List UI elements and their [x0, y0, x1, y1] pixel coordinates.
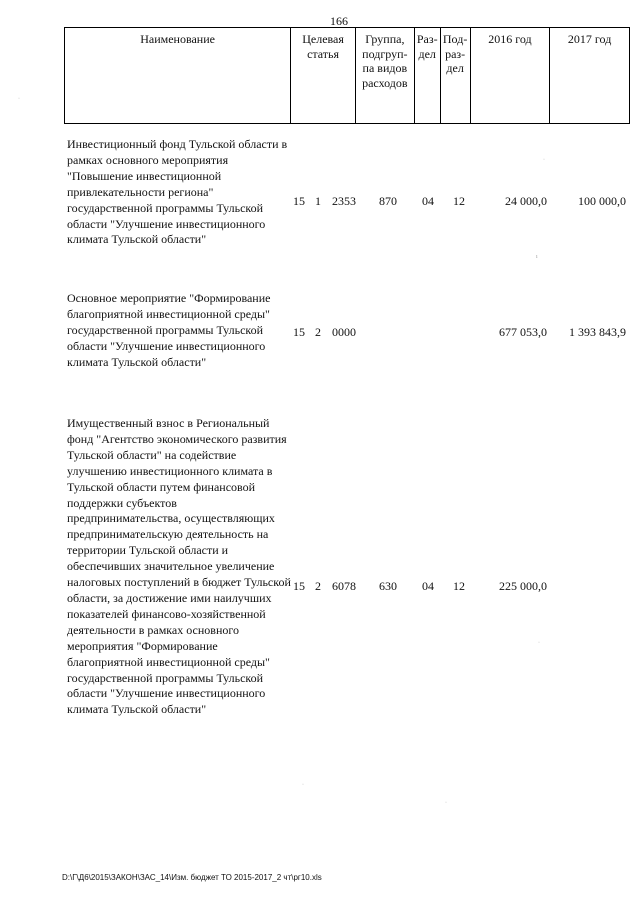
header-group-line: расходов: [362, 75, 408, 90]
target-article-program: 15: [293, 325, 305, 339]
target-article-subprogram: 2: [315, 579, 321, 593]
table-header: [64, 27, 630, 124]
header-podrazdel-line: раз-: [445, 46, 466, 61]
target-article-code: 6078: [332, 579, 356, 593]
header-razdel-line: дел: [418, 46, 436, 61]
target-article-code: 0000: [332, 325, 356, 339]
scan-speck: ·: [302, 782, 304, 788]
header-group: [356, 28, 415, 123]
target-article-program: 15: [293, 579, 305, 593]
header-razdel-line: Раз-: [416, 32, 438, 46]
scan-speck: ·: [445, 800, 447, 806]
target-article-subprogram: 1: [315, 194, 321, 208]
podrazdel-value: 12: [453, 194, 465, 208]
row-name: Основное мероприятие "Формирование благоприятной инвестиционной среды" государственной программы Тульской области "Улучшение инвестиционного климата Тульской области": [67, 291, 271, 369]
expense-group: 630: [379, 579, 397, 593]
header-podrazdel: [441, 28, 471, 123]
podrazdel-value: 12: [453, 579, 465, 593]
table-row: [64, 291, 630, 371]
razdel-value: 04: [422, 579, 434, 593]
scan-speck: ·: [18, 96, 20, 102]
amount-2016: 225 000,0: [499, 579, 547, 593]
header-group-line: па видов: [362, 61, 408, 75]
row-name: Инвестиционный фонд Тульской области в рамках основного мероприятия "Повышение инвестиционной привлекательности региона" государственной программы Тульской области "Улучшение инвестиционного климата Тульской области": [67, 137, 288, 247]
header-group-line: подгруп-: [362, 46, 408, 61]
scan-speck: ı: [536, 254, 538, 260]
amount-2016: 24 000,0: [505, 194, 547, 208]
target-article-program: 15: [293, 194, 305, 208]
amount-2017: 100 000,0: [578, 194, 626, 208]
header-year-2016: 2016 год: [471, 28, 551, 123]
header-podrazdel-line: дел: [446, 61, 464, 75]
table-row: [64, 416, 630, 756]
header-podrazdel-line: Под-: [442, 32, 468, 46]
header-target-line1: Целевая: [302, 32, 344, 46]
scan-speck: ·: [538, 640, 540, 646]
amount-2017: 1 393 843,9: [569, 325, 626, 339]
header-target-article: [291, 28, 356, 123]
row-name: Имущественный взнос в Региональный фонд "Агентство экономического развития Тульской области" на содействие улучшению инвестиционного климата в Тульской области путем финансовой поддержки субъектов предпринимательства, осуществляющих предпринимательскую деятельность на территории Тульской области и обеспечивших значительное увеличение налоговых поступлений в бюджет Тульской области, за достижение ими наилучших показателей финансово-хозяйственной деятельности в рамках основного мероприятия "Формирование благоприятной инвестиционной среды" государственной программы Тульской области "Улучшение инвестиционного климата Тульской области": [67, 416, 291, 717]
table-row: [64, 137, 630, 267]
expense-group: 870: [379, 194, 397, 208]
header-group-line: Группа,: [365, 32, 405, 46]
header-target-line2: статья: [307, 46, 340, 61]
scan-speck: ·: [543, 157, 545, 163]
file-path-footer: D:\Г\Д6\2015\ЗАКОН\ЗАС_14\Изм. бюджет ТО 2015-2017_2 чт\рг10.xls: [62, 873, 322, 882]
amount-2016: 677 053,0: [499, 325, 547, 339]
target-article-subprogram: 2: [315, 325, 321, 339]
header-razdel: [415, 28, 441, 123]
header-year-2017: 2017 год: [567, 32, 612, 46]
header-name: Наименование: [65, 28, 291, 123]
razdel-value: 04: [422, 194, 434, 208]
target-article-code: 2353: [332, 194, 356, 208]
page-number: 166: [330, 14, 348, 28]
